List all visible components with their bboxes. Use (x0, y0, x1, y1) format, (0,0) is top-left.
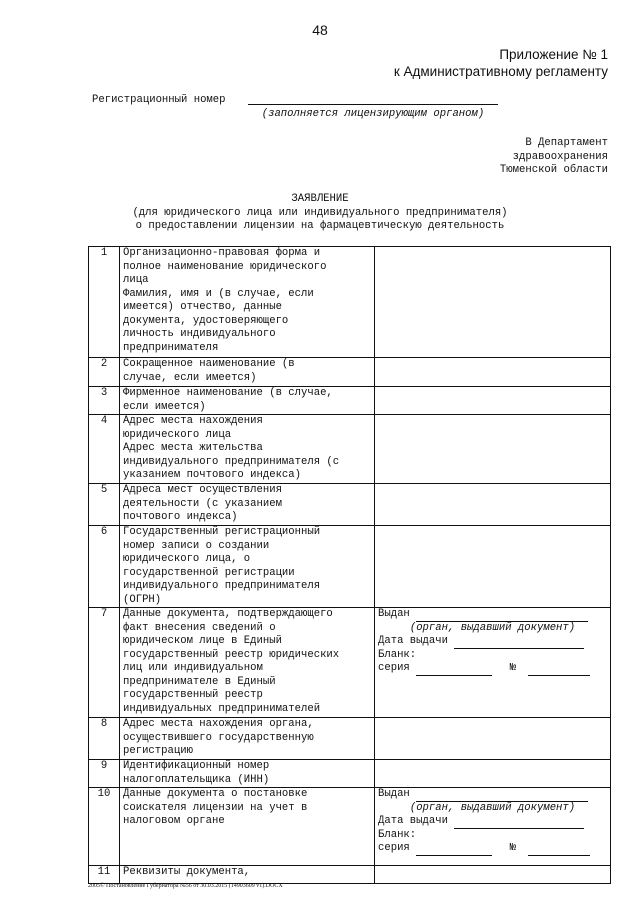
addressee-line-3: Тюменской области (499, 164, 608, 176)
heading-line-2: о предоставлении лицензии на фармацевтическую деятельность (135, 220, 505, 232)
number-field[interactable] (528, 665, 590, 676)
row-value-field[interactable] (375, 484, 611, 526)
row-label: Организационно-правовая форма и полное наименование юридического лица Фамилия, имя и (в случае, если имеется) отчество, данные документа, удостоверяющего личность индивидуального предпринимателя (120, 247, 375, 358)
row-value-field[interactable] (375, 387, 611, 415)
row-label: Сокращенное наименование (в случае, если имеется) (120, 358, 375, 387)
row-number: 1 (89, 247, 120, 358)
issuer-note: (орган, выдавший документ) (409, 801, 576, 814)
row-number: 4 (89, 415, 120, 484)
row-number: 6 (89, 526, 120, 608)
row-label: Реквизиты документа, (120, 866, 375, 884)
heading-line-1: (для юридического лица или индивидуального предпринимателя) (132, 206, 508, 219)
row-number: 5 (89, 484, 120, 526)
document-details-cell (375, 788, 611, 866)
row-label: Данные документа, подтверждающего факт внесения сведений о юридическом лице в Единый государственный реестр юридических лиц или индивидуальном предпринимателе в Единый государственный реестр индивидуальных предпринимателей (120, 608, 375, 718)
appendix-reference (394, 46, 608, 80)
issued-label: Выдан (378, 788, 410, 800)
series-label: серия (378, 842, 410, 854)
issue-date-field[interactable] (454, 818, 584, 829)
row-value-field[interactable] (375, 526, 611, 608)
issue-date-label: Дата выдачи (378, 815, 448, 827)
issue-date-label: Дата выдачи (378, 635, 448, 647)
row-number: 3 (89, 387, 120, 415)
row-value-field[interactable] (375, 415, 611, 484)
registration-note: (заполняется лицензирующим органом) (261, 108, 485, 120)
series-field[interactable] (416, 845, 492, 856)
row-label: Адреса мест осуществления деятельности (с указанием почтового индекса) (120, 484, 375, 526)
table-row (89, 718, 611, 760)
row-value-field[interactable] (375, 247, 611, 358)
row-number: 2 (89, 358, 120, 387)
table-row (89, 358, 611, 387)
table-row (89, 247, 611, 358)
row-value-field[interactable] (375, 718, 611, 760)
table-row (89, 387, 611, 415)
table-row (89, 788, 611, 866)
addressee-line-1: В Департамент (525, 137, 608, 149)
series-field[interactable] (416, 665, 492, 676)
table-row (89, 484, 611, 526)
issued-label: Выдан (378, 608, 410, 620)
document-details-cell (375, 608, 611, 718)
number-label: № (509, 842, 517, 854)
row-value-field[interactable] (375, 760, 611, 788)
row-number: 7 (89, 608, 120, 718)
issued-by-field[interactable] (416, 791, 588, 802)
document-heading (0, 193, 640, 234)
application-table (88, 246, 611, 884)
document-title: ЗАЯВЛЕНИЕ (291, 193, 349, 205)
table-row (89, 608, 611, 718)
page-number: 48 (312, 22, 328, 38)
registration-label: Регистрационный номер (92, 94, 226, 106)
number-field[interactable] (528, 845, 590, 856)
row-number: 9 (89, 760, 120, 788)
row-label: Фирменное наименование (в случае, если имеется) (120, 387, 375, 415)
row-value-field[interactable] (375, 358, 611, 387)
number-label: № (509, 662, 517, 674)
registration-number-line[interactable] (248, 104, 498, 105)
table-row (89, 526, 611, 608)
table-row (89, 760, 611, 788)
row-label: Адрес места нахождения юридического лица Адрес места жительства индивидуального предпринимателя (с указанием почтового индекса) (120, 415, 375, 484)
form-label: Бланк: (378, 648, 417, 661)
appendix-line-1: Приложение № 1 (499, 47, 608, 62)
addressee-line-2: здравоохранения (512, 150, 608, 163)
row-label: Идентификационный номер налогоплательщика (ИНН) (120, 760, 375, 788)
table-row (89, 415, 611, 484)
form-label: Бланк: (378, 828, 417, 841)
document-footer: 2005© Постановление Губернатора №56 от 30.03.2015 (14903609 v1).DOCX (88, 883, 283, 889)
issuer-note: (орган, выдавший документ) (409, 621, 576, 634)
row-label: Государственный регистрационный номер записи о создании юридического лица, о государственной регистрации индивидуального предпринимателя (ОГРН) (120, 526, 375, 608)
series-label: серия (378, 662, 410, 674)
row-number: 10 (89, 788, 120, 866)
issue-date-field[interactable] (454, 638, 584, 649)
addressee-block (500, 137, 608, 178)
row-number: 11 (89, 866, 120, 884)
appendix-line-2: к Административному регламенту (393, 64, 608, 79)
row-value-field[interactable] (375, 866, 611, 884)
issued-by-field[interactable] (416, 611, 588, 622)
row-label: Адрес места нахождения органа, осуществившего государственную регистрацию (120, 718, 375, 760)
table-row (89, 866, 611, 884)
row-label: Данные документа о постановке соискателя лицензии на учет в налоговом органе (120, 788, 375, 866)
row-number: 8 (89, 718, 120, 760)
